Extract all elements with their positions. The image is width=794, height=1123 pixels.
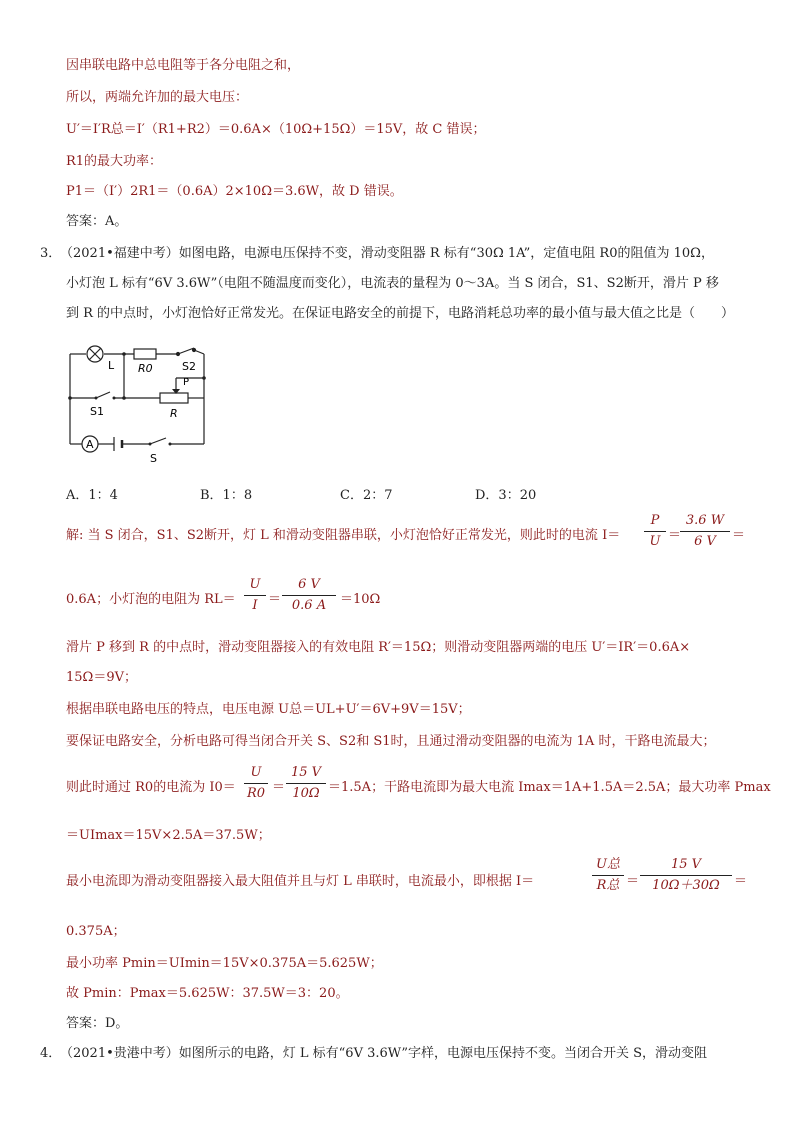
label-a: A [86,438,94,451]
rheostat-r-icon [160,393,188,403]
label-s2: S2 [182,360,196,373]
sol-line-10: 0.375A； [66,924,126,939]
q3-line-3: 到 R 的中点时，小灯泡恰好正常发光。在保证电路安全的前提下，电路消耗总功率的最小值与最大值之比是（ ） [66,306,735,321]
frac-15v-10ohm: 15 V 10Ω [286,764,326,803]
option-b: B．1：8 [200,488,253,503]
sol-line-3: 滑片 P 移到 R 的中点时，滑动变阻器接入的有效电阻 R′＝15Ω；则滑动变阻器两端的电压 U′＝IR′＝0.6A× [66,640,691,655]
label-r0: R0 [138,362,153,375]
sol-line-2: 0.6A；小灯泡的电阻为 RL＝ [66,592,236,607]
sol-line-2-end: ＝10Ω [340,592,381,607]
circuit-diagram [60,338,220,468]
prev-line-1: 因串联电路中总电阻等于各分电阻之和， [66,58,301,73]
prev-line-3: U′＝I′R总＝I′（R1+R2）＝0.6A×（10Ω+15Ω）＝15V，故 C 错误； [66,122,486,137]
q3-number: 3． [40,246,62,261]
eq-sign-2: ＝ [732,528,746,543]
eq-sign-4: ＝ [272,780,286,795]
q4-line-1: （2021•贵港中考）如图所示的电路，灯 L 标有“6V 3.6W”字样，电源电压保持不变。当闭合开关 S，滑动变阻 [60,1046,708,1061]
q3-line-1: （2021•福建中考）如图电路，电源电压保持不变，滑动变阻器 R 标有“30Ω 1A”，定值电阻 R0的阻值为 10Ω， [60,246,714,261]
option-d: D．3：20 [475,488,537,503]
frac-power-voltage: 3.6 W 6 V [680,512,730,551]
lamp-icon [87,346,103,362]
resistor-r0-icon [134,349,156,359]
prev-line-2: 所以，两端允许加的最大电压： [66,90,249,105]
sol-line-9: 最小电流即为滑动变阻器接入最大阻值并且与灯 L 串联时，电流最小，即根据 I＝ [66,874,535,889]
sol-line-4: 15Ω＝9V； [66,670,137,685]
label-r: R [170,407,178,420]
label-l: L [108,359,115,372]
sol-line-5: 根据串联电路电压的特点，电压电源 U总＝UL+U′＝6V+9V＝15V； [66,702,471,717]
prev-line-5: P1＝（I′）2R1＝（0.6A）2×10Ω＝3.6W，故 D 错误。 [66,184,403,199]
frac-u-r0: U R0 [244,764,268,803]
eq-sign-6: ＝ [734,874,748,889]
label-s: S [150,452,157,465]
switch-s2-icon [177,348,196,356]
option-c: C．2：7 [340,488,393,503]
sol-line-11: 最小功率 Pmin＝UImin＝15V×0.375A＝5.625W； [66,956,383,971]
sol-line-7: 则此时通过 R0的电流为 I0＝ [66,780,236,795]
frac-15v-40ohm: 15 V 10Ω＋30Ω [640,856,732,895]
q4-number: 4． [40,1046,62,1061]
frac-p-u: P U [644,512,666,551]
battery-icon [114,437,122,451]
q3-line-2: 小灯泡 L 标有“6V 3.6W”（电阻不随温度而变化），电流表的量程为 0～3A。当 S 闭合，S1、S2断开，滑片 P 移 [66,276,719,291]
label-p: P [183,377,190,388]
sol-line-8: ＝UImax＝15V×2.5A＝37.5W； [66,828,271,843]
frac-u-total-r-total: U总 R总 [592,856,624,895]
label-s1: S1 [90,405,104,418]
sol-line-7-end: ＝1.5A；干路电流即为最大电流 Imax＝1A+1.5A＝2.5A；最大功率 Pmax [328,780,771,795]
eq-sign-5: ＝ [626,874,640,889]
option-a: A．1：4 [66,488,118,503]
sol-line-6: 要保证电路安全，分析电路可得当闭合开关 S、S2和 S1时，且通过滑动变阻器的电流为 1A 时，干路电流最大； [66,734,716,749]
prev-answer: 答案：A。 [66,214,128,229]
frac-voltage-current: 6 V 0.6 A [282,576,336,615]
sol-answer: 答案：D。 [66,1016,129,1031]
sol-line-1: 解: 当 S 闭合，S1、S2断开，灯 L 和滑动变阻器串联，小灯泡恰好正常发光，则此时的电流 I＝ [66,528,621,543]
frac-u-i: U I [244,576,266,615]
eq-sign-3: ＝ [268,592,282,607]
sol-line-12: 故 Pmin：Pmax＝5.625W：37.5W＝3：20。 [66,986,349,1001]
prev-line-4: R1的最大功率： [66,154,163,169]
eq-sign-1: ＝ [668,528,682,543]
